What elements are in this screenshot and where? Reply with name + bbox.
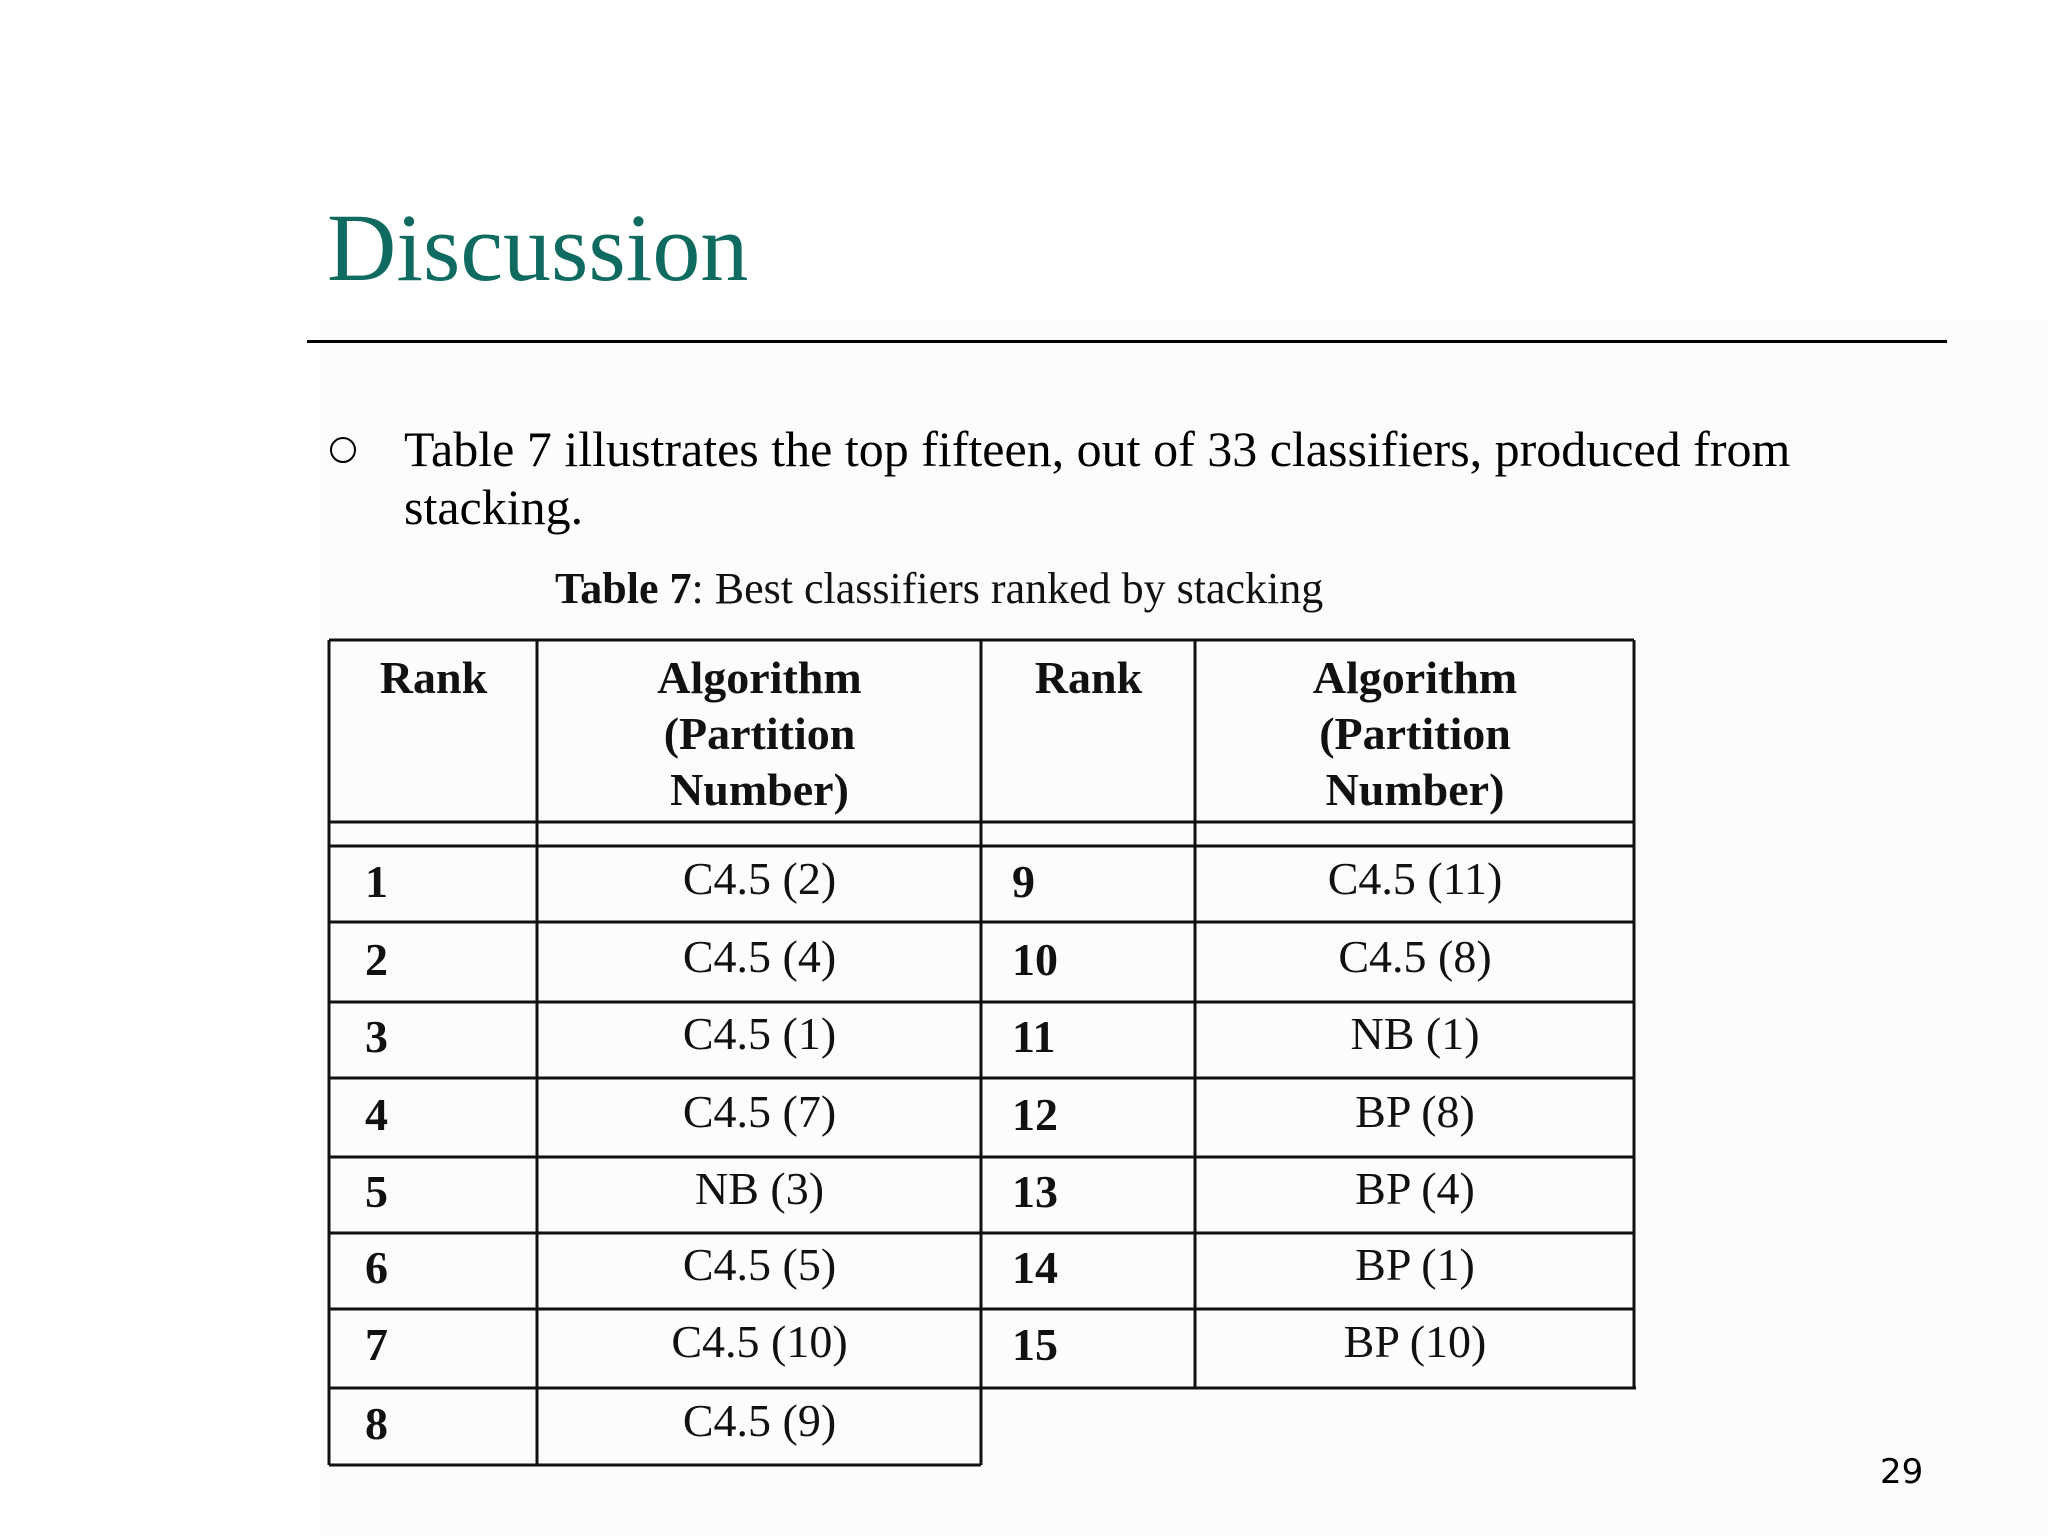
rank-cell: 11 <box>1012 1011 1056 1062</box>
algorithm-cell: C4.5 (11) <box>1327 853 1503 904</box>
header-rank-right: Rank <box>1034 652 1143 703</box>
rank-cell: 5 <box>365 1166 388 1217</box>
bullet-text: Table 7 illustrates the top fifteen, out of 33 classifiers, produced from stacking. <box>404 421 1791 535</box>
header-algorithm-line2: (Partition <box>663 708 856 759</box>
table-caption-label: Table 7 <box>555 564 692 613</box>
header-algorithm-line1: Algorithm <box>657 652 862 703</box>
rank-cell: 10 <box>1012 934 1058 985</box>
header-algorithm-line3: Number) <box>1325 764 1505 815</box>
header-algorithm-line3: Number) <box>670 764 849 815</box>
slide-title: Discussion <box>327 194 749 301</box>
rank-cell: 2 <box>365 934 388 985</box>
rank-cell: 12 <box>1012 1089 1058 1140</box>
algorithm-cell: C4.5 (8) <box>1338 931 1492 982</box>
header-rank-left: Rank <box>379 652 488 703</box>
rank-cell: 1 <box>365 856 388 907</box>
algorithm-cell: C4.5 (10) <box>671 1316 848 1367</box>
algorithm-cell: BP (8) <box>1355 1086 1475 1137</box>
algorithm-cell: NB (1) <box>1350 1008 1480 1059</box>
algorithm-cell: C4.5 (4) <box>682 931 837 982</box>
algorithm-cell: BP (10) <box>1343 1316 1487 1367</box>
rank-cell: 15 <box>1012 1319 1058 1370</box>
algorithm-cell: NB (3) <box>694 1163 825 1214</box>
rank-cell: 6 <box>365 1242 388 1293</box>
header-algorithm-left <box>538 650 981 818</box>
algorithm-cell: BP (4) <box>1355 1163 1475 1214</box>
algorithm-cell: C4.5 (2) <box>682 853 837 904</box>
rank-cell: 8 <box>365 1398 388 1449</box>
header-algorithm-right <box>1196 650 1634 818</box>
algorithm-cell: C4.5 (9) <box>682 1395 837 1446</box>
page-number: 29 <box>1880 1452 1924 1492</box>
rank-cell: 7 <box>365 1319 388 1370</box>
algorithm-cell: C4.5 (5) <box>682 1239 837 1290</box>
rank-cell: 4 <box>365 1089 388 1140</box>
header-algorithm-line2: (Partition <box>1319 708 1511 759</box>
table-caption-text: : Best classifiers ranked by stacking <box>691 564 1324 613</box>
rank-cell: 9 <box>1012 856 1035 907</box>
header-algorithm-line1: Algorithm <box>1312 652 1518 703</box>
rank-cell: 3 <box>365 1011 388 1062</box>
algorithm-cell: C4.5 (1) <box>682 1008 837 1059</box>
algorithm-cell: BP (1) <box>1355 1239 1475 1290</box>
rank-cell: 13 <box>1012 1166 1058 1217</box>
rank-cell: 14 <box>1012 1242 1058 1293</box>
algorithm-cell: C4.5 (7) <box>682 1086 837 1137</box>
